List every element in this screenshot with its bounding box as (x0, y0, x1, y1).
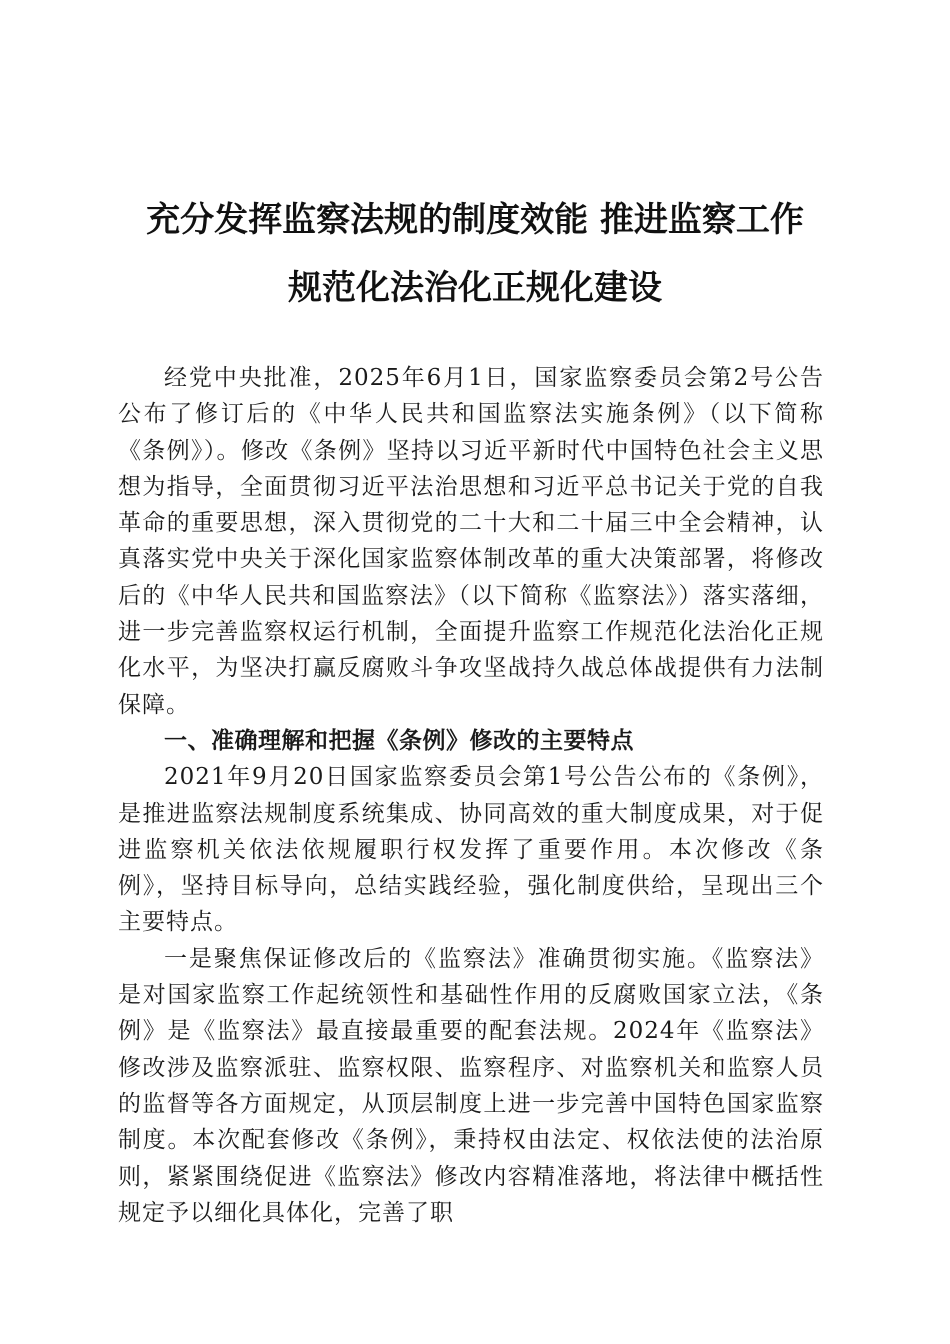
point-one-paragraph (118, 941, 824, 1231)
section-heading: 一、准确理解和把握《条例》修改的主要特点 (164, 727, 634, 754)
section-paragraph: 2021年9月20日国家监察委员会第1号公告公布的《条例》，是推进监察法规制度系统集成、协同高效的重大制度成果，对于促进监察机关依法依规履职行权发挥了重要作用。本次修改《条例》，坚持目标导向，总结实践经验，强化制度供给，呈现出三个主要特点。 (118, 764, 824, 936)
point-one-lead: 一是聚焦保证修改后的《监察法》准确贯彻实施。 (164, 945, 712, 972)
point-one-text: 《监察法》是对国家监察工作起统领性和基础性作用的反腐败国家立法，《条例》是《监察法》最直接最重要的配套法规。2024年《监察法》修改涉及监察派驻、监察权限、监察程序、对监察机关和监察人员的监督等各方面规定，从顶层制度上进一步完善中国特色国家监察制度。本次配套修改《条例》，秉持权由法定、权依法使的法治原则，紧紧围绕促进《监察法》修改内容精准落地，将法律中概括性规定予以细化具体化，完善了职 (118, 945, 825, 1226)
document-title-line-2: 规范化法治化正规化建设 (288, 268, 662, 308)
document-title-line-1: 充分发挥监察法规的制度效能 推进监察工作 (146, 200, 804, 240)
intro-paragraph: 经党中央批准，2025年6月1日，国家监察委员会第2号公告公布了修订后的《中华人民共和国监察法实施条例》（以下简称《条例》）。修改《条例》坚持以习近平新时代中国特色社会主义思想为指导，全面贯彻习近平法治思想和习近平总书记关于党的自我革命的重要思想，深入贯彻党的二十大和二十届三中全会精神，认真落实党中央关于深化国家监察体制改革的重大决策部署，将修改后的《中华人民共和国监察法》（以下简称《监察法》）落实落细，进一步完善监察权运行机制，全面提升监察工作规范化法治化正规化水平，为坚决打赢反腐败斗争攻坚战持久战总体战提供有力法制保障。 (118, 365, 824, 718)
document-body (118, 360, 824, 1231)
